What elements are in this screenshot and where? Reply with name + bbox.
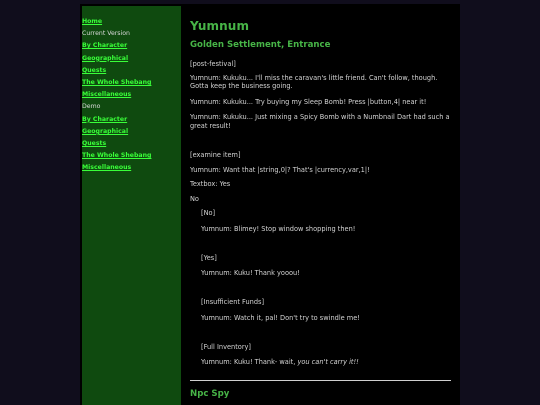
- dialogue-choice-no: No: [190, 194, 199, 203]
- page-title: Yumnum: [190, 19, 250, 33]
- dialogue-line-text: Yumnum: Kuku! Thank- wait,: [201, 357, 296, 366]
- nav-current-whole-shebang-link[interactable]: The Whole Shebang: [82, 79, 152, 87]
- nav-current-quests-link[interactable]: Quests: [82, 66, 107, 74]
- main-content: [181, 6, 459, 405]
- location-heading: Golden Settlement, Entrance: [190, 40, 331, 50]
- dialogue-line: Yumnum: Blimey! Stop window shopping then!: [201, 224, 356, 233]
- dialogue-branch-tag: [Full Inventory]: [201, 343, 252, 351]
- nav-demo-geographical-link[interactable]: Geographical: [82, 127, 129, 135]
- dialogue-line-emphasis: you can't carry it!!: [297, 357, 359, 366]
- nav-demo-miscellaneous-link[interactable]: Miscellaneous: [82, 164, 132, 172]
- nav-section-demo: Demo: [82, 103, 101, 111]
- nav-home-link[interactable]: Home: [82, 18, 103, 25]
- nav-current-by-character-link[interactable]: By Character: [82, 42, 128, 50]
- nav-demo-whole-shebang-link[interactable]: The Whole Shebang: [82, 152, 152, 160]
- dialogue-line: [190, 358, 452, 367]
- nav-section-current-version: Current Version: [82, 30, 130, 38]
- sidebar-nav: [82, 6, 181, 405]
- dialogue-textbox-line: Textbox: Yes: [190, 180, 231, 188]
- dialogue-condition-tag: [post-festival]: [190, 60, 236, 68]
- dialogue-line: Yumnum: Watch it, pal! Don't try to swindle me!: [201, 313, 360, 322]
- section-divider: [190, 380, 451, 381]
- dialogue-line: Yumnum: Want that |string,0|? That's |currency,var,1|!: [190, 165, 370, 174]
- nav-demo-by-character-link[interactable]: By Character: [82, 115, 128, 123]
- dialogue-line: Yumnum: Kukuku... Try buying my Sleep Bomb! Press |button,4| near it!: [190, 97, 427, 106]
- dialogue-condition-tag: [examine item]: [190, 151, 241, 159]
- dialogue-line: Yumnum: Kuku! Thank yooou!: [201, 268, 300, 277]
- dialogue-branch-tag: [No]: [201, 209, 216, 217]
- dialogue-line: Yumnum: Kukuku... Just mixing a Spicy Bomb with a Numbnail Dart had such a great result!: [190, 113, 450, 130]
- dialogue-branch-tag: [Yes]: [201, 254, 217, 262]
- nav-current-geographical-link[interactable]: Geographical: [82, 54, 129, 62]
- dialogue-branch-tag: [Insufficient Funds]: [201, 298, 265, 306]
- dialogue-line: Yumnum: Kukuku... I'll miss the caravan's little friend. Can't follow, though. Gotta keep the business going.: [190, 73, 438, 90]
- nav-current-miscellaneous-link[interactable]: Miscellaneous: [82, 91, 132, 99]
- nav-demo-quests-link[interactable]: Quests: [82, 140, 107, 148]
- section-heading-npc-spy: Npc Spy: [190, 389, 230, 399]
